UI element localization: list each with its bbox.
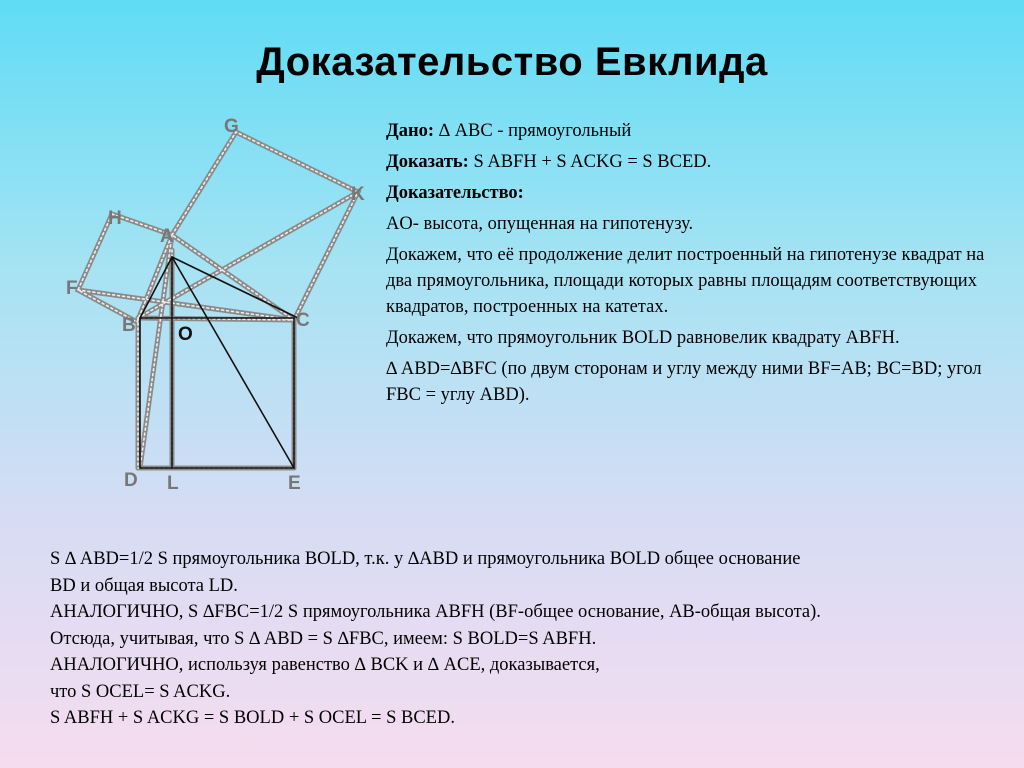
label-l: L [167, 473, 179, 494]
euclid-diagram [60, 112, 380, 502]
conclusion-line-1: S ∆ ABD=1/2 S прямоугольника BOLD, т.к. у ∆ABD и прямоугольника BOLD общее основание [50, 549, 801, 569]
proof-paragraph-4: ∆ ABD=∆BFC (по двум сторонам и углу между ними BF=AB; BC=BD; угол FBC = углу ABD). [386, 359, 982, 405]
proof-paragraph-3: Докажем, что прямоугольник BOLD равновелик квадрату ABFH. [386, 328, 900, 348]
proof-setup [386, 118, 986, 413]
label-d: D [124, 470, 138, 491]
label-g: G [224, 116, 239, 137]
label-k: K [351, 184, 365, 205]
conclusion-line-2: BD и общая высота LD. [50, 575, 238, 596]
proof-paragraph-2a: Докажем, что её продолжение делит построенный на гипотенузе квадрат на два прямоугольника, площади которых равны площадям соответствующих [386, 245, 985, 291]
label-c: C [296, 310, 310, 331]
conclusion-line-5: АНАЛОГИЧНО, используя равенство ∆ BCK и ∆ ACE, доказывается, [50, 655, 600, 675]
given-text: ∆ ABC - прямоугольный [434, 121, 632, 141]
line-ae [172, 257, 294, 468]
diagram-rope-lines [78, 132, 358, 468]
conclusion-line-7: S ABFH + S ACKG = S BOLD + S OCEL = S BCED. [50, 708, 455, 728]
square-ackg [172, 132, 358, 320]
prove-text: S ABFH + S ACKG = S BCED. [468, 152, 712, 172]
page-title: Доказательство Евклида [256, 40, 768, 84]
prove-line [386, 149, 986, 175]
prove-label: Доказать: [386, 152, 469, 172]
label-h: H [108, 208, 122, 229]
conclusion-line-6: что S OCEL= S ACKG. [50, 681, 231, 702]
proof-paragraph-2b: квадратов, построенных на катетах. [386, 297, 669, 317]
label-b: B [122, 315, 136, 336]
conclusion-line-3: АНАЛОГИЧНО, S ∆FBC=1/2 S прямоугольника ABFH (BF-общее основание, AB-общая высота). [50, 602, 821, 622]
label-f: F [66, 278, 78, 299]
given-line [386, 118, 986, 144]
conclusion-line-4: Отсюда, учитывая, что S ∆ ABD = S ∆FBC, имеем: S BOLD=S ABFH. [50, 628, 597, 649]
label-a: A [160, 226, 174, 247]
label-o: O [178, 324, 193, 345]
label-e: E [288, 473, 301, 494]
proof-label: Доказательство: [386, 183, 524, 203]
given-label: Дано: [386, 121, 435, 141]
proof-conclusion [50, 546, 1010, 732]
proof-paragraph-1: AO- высота, опущенная на гипотенузу. [386, 214, 694, 234]
